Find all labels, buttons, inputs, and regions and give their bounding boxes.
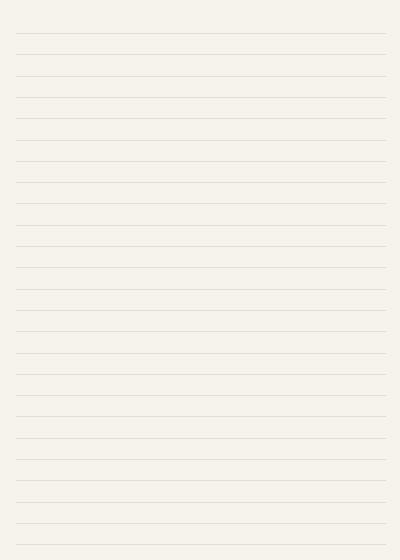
manuscript-line-12 — [16, 246, 386, 268]
manuscript-line-9 — [16, 182, 386, 204]
manuscript-line-24 — [16, 502, 386, 524]
manuscript-line-3 — [16, 55, 386, 77]
manuscript-line-8 — [16, 161, 386, 183]
manuscript-line-15 — [16, 310, 386, 332]
manuscript-line-20 — [16, 417, 386, 439]
manuscript-line-5 — [16, 97, 386, 119]
manuscript-line-23 — [16, 481, 386, 503]
manuscript-line-17 — [16, 353, 386, 375]
manuscript-line-21 — [16, 438, 386, 460]
manuscript-line-18 — [16, 374, 386, 396]
manuscript-line-4 — [16, 76, 386, 98]
manuscript-line-19 — [16, 395, 386, 417]
manuscript-line-13 — [16, 268, 386, 290]
manuscript-line-7 — [16, 140, 386, 162]
manuscript-line-6 — [16, 119, 386, 141]
manuscript-line-2 — [16, 33, 386, 55]
manuscript-line-10 — [16, 204, 386, 226]
manuscript-line-16 — [16, 332, 386, 354]
manuscript-line-14 — [16, 289, 386, 311]
manuscript-line-22 — [16, 459, 386, 481]
manuscript-line-1 — [16, 12, 386, 34]
manuscript-text-block — [16, 10, 386, 548]
manuscript-line-11 — [16, 225, 386, 247]
manuscript-line-25 — [16, 523, 386, 545]
